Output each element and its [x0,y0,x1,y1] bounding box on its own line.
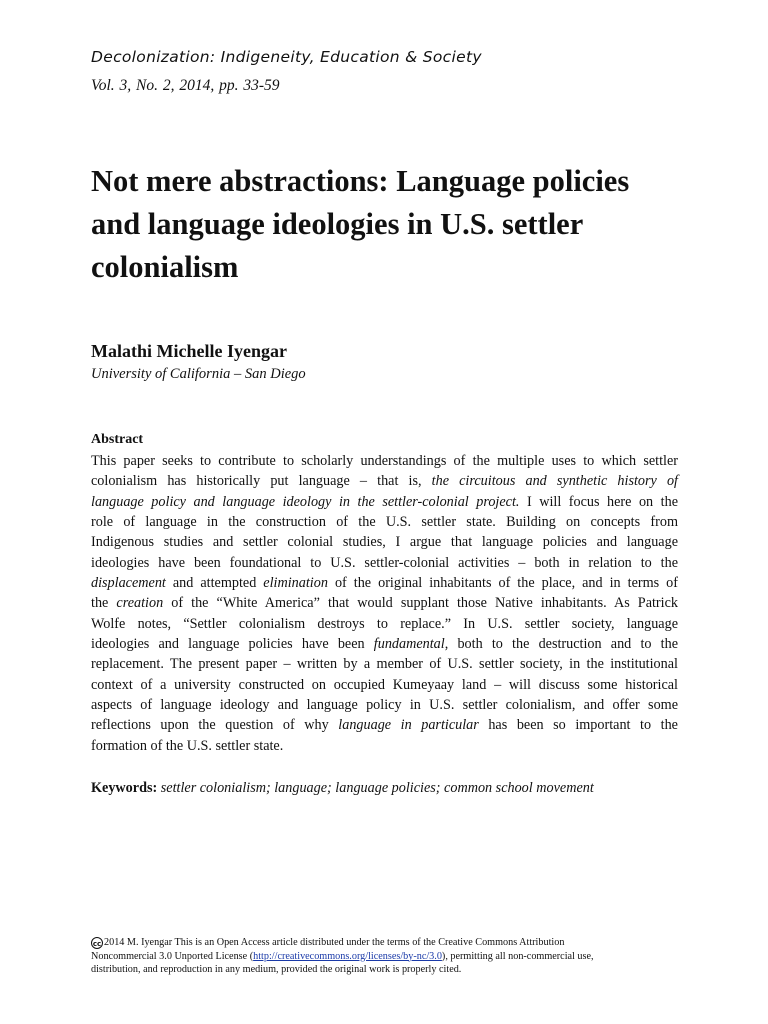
abstract-line: This paper seeks to contribute to scholarly understandings of the multiple uses to which settler [91,453,678,469]
title-line-3: colonialism [91,250,239,284]
title-line-2: and language ideologies in U.S. settler [91,207,584,241]
article-title [91,160,701,289]
footer-line: Noncommercial 3.0 Unported License (http://creativecommons.org/licenses/by-nc/3.0), permitting all non-commercial use, [91,950,594,962]
volume-info: Vol. 3, No. 2, 2014, pp. 33-59 [91,77,280,94]
abstract-line: aspects of language ideology and language policy in U.S. settler colonialism, and offer some [91,697,678,714]
abstract-line: formation of the U.S. settler state. [91,737,284,754]
abstract-line: Indigenous studies and settler colonial studies, I argue that language policies and language [91,534,678,551]
abstract-line: colonialism has historically put language – that is, the circuitous and synthetic history of [91,473,679,490]
license-link[interactable]: http://creativecommons.org/licenses/by-nc/3.0 [253,950,442,962]
keywords [91,780,594,797]
abstract-line: the creation of the “White America” that would supplant those Native inhabitants. As Patrick [91,595,678,612]
abstract-line: ideologies have been foundational to U.S. settler-colonial activities – both in relation to the [91,554,678,571]
title-line-1: Not mere abstractions: Language policies [91,164,630,198]
abstract-line: role of language in the construction of the U.S. settler state. Building on concepts from [91,514,678,531]
abstract-line: replacement. The present paper – written by a member of U.S. settler society, in the institutional [91,656,678,673]
abstract-line: Wolfe notes, “Settler colonialism destroys to replace.” In U.S. settler society, language [91,615,678,632]
keywords-list: settler colonialism; language; language policies; common school movement [157,780,594,796]
author-affiliation: University of California – San Diego [91,366,306,382]
abstract-line: language policy and language ideology in the settler-colonial project. I will focus here on the [91,493,678,510]
abstract-line: reflections upon the question of why language in particular has been so important to the [91,717,678,734]
keywords-label: Keywords: [91,780,158,796]
author-name: Malathi Michelle Iyengar [91,341,287,361]
abstract-line: ideologies and language policies have been fundamental, both to the destruction and to the [91,636,679,653]
abstract-heading: Abstract [91,432,144,447]
journal-title: Decolonization: Indigeneity, Education & Society [91,48,482,66]
abstract-line: displacement and attempted elimination of the original inhabitants of the place, and in terms of [91,575,678,592]
abstract-line: context of a university constructed on occupied Kumeyaay land – will discuss some historical [91,676,678,693]
footer-line: distribution, and reproduction in any medium, provided the original work is properly cited. [91,964,462,975]
abstract-body [91,451,678,756]
cc-icon: cc [91,937,103,949]
license-footer [91,936,661,977]
footer-line: cc 2014 M. Iyengar This is an Open Access article distributed under the terms of the Creative Commons Attribution [92,937,565,948]
